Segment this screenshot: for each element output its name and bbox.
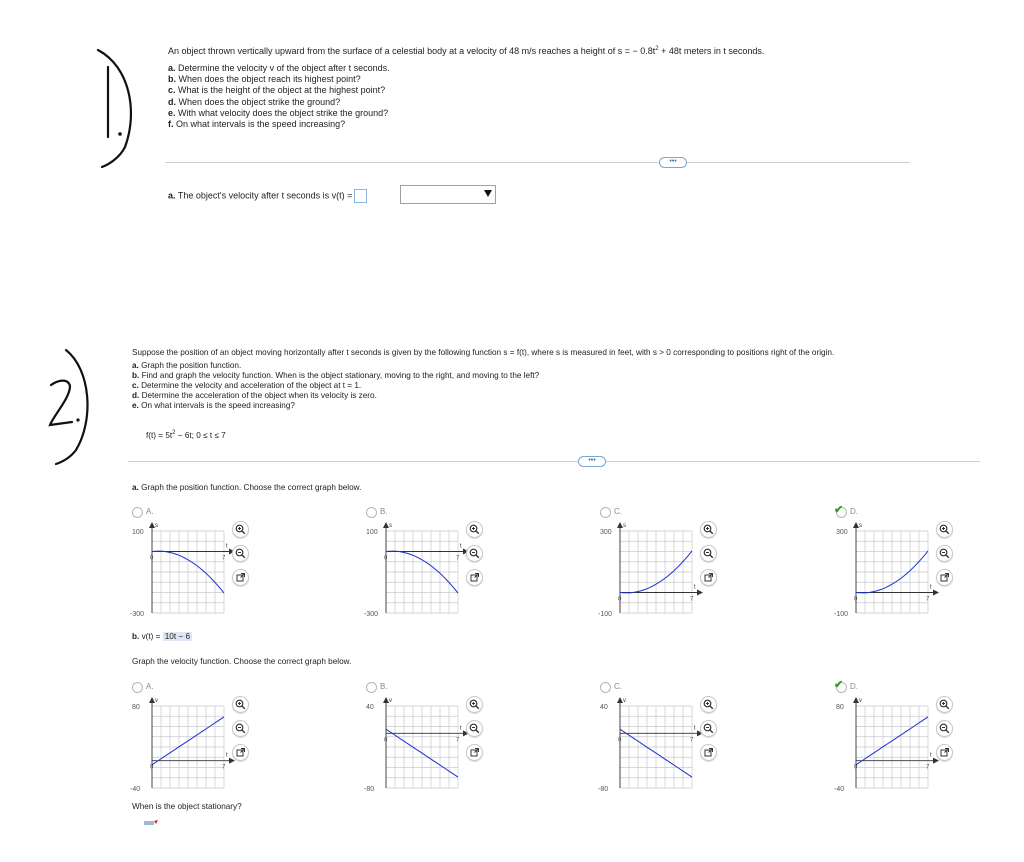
zoom-in-icon[interactable] (936, 521, 953, 538)
x-tick-label: 7 (222, 764, 226, 771)
q1-intro-text-a: An object thrown vertically upward from the surface of a celestial body at a velocity of 48 m/s reaches a height of s = − 0.8t (168, 46, 656, 56)
zoom-out-icon[interactable] (936, 545, 953, 562)
answer-pencil-icon[interactable] (143, 819, 159, 827)
zoom-out-icon[interactable] (466, 545, 483, 562)
q2-part-b: b. Find and graph the velocity function. When is the object stationary, moving to the right, and moving to the left? (132, 371, 540, 380)
y-min-label: -300 (130, 611, 145, 618)
x-axis-label: t (460, 725, 462, 732)
q1-answer-text: The object's velocity after t seconds is v(t) = (177, 190, 353, 201)
popout-icon[interactable] (700, 569, 717, 586)
q1-part-e: e. With what velocity does the object strike the ground? (168, 107, 389, 118)
y-axis-label: v (389, 698, 392, 704)
option-letter: B. (380, 682, 388, 691)
q2-stationary-prompt: When is the object stationary? (132, 802, 242, 811)
zoom-out-icon[interactable] (700, 545, 717, 562)
y-max-label: 100 (132, 529, 144, 536)
zoom-in-icon[interactable] (232, 521, 249, 538)
origin-label: 0 (384, 555, 388, 562)
x-tick-label: 7 (690, 737, 694, 744)
option-a-d[interactable] (834, 504, 1016, 637)
q1-answer-label: a. (168, 190, 176, 201)
y-max-label: 40 (600, 704, 608, 711)
x-axis-label: t (930, 584, 932, 591)
q1-part-b: b. When does the object reach its highest point? (168, 74, 361, 85)
handwritten-number-2 (36, 340, 96, 470)
origin-label: 0 (618, 596, 622, 603)
q2-part-b-prompt: Graph the velocity function. Choose the correct graph below. (132, 657, 352, 666)
option-b-d[interactable] (834, 679, 1016, 812)
q2-expand-button[interactable]: ••• (578, 456, 606, 467)
y-min-label: -40 (834, 786, 845, 793)
y-max-label: 100 (366, 529, 378, 536)
q1-part-a: a. Determine the velocity v of the object after t seconds. (168, 63, 390, 73)
x-tick-label: 7 (456, 555, 460, 562)
y-axis-label: v (623, 698, 626, 704)
q1-answer-row (168, 189, 367, 203)
q1-part-c: c. What is the height of the object at the highest point? (168, 85, 386, 96)
x-tick-label: 7 (926, 764, 930, 771)
y-max-label: 40 (366, 704, 374, 711)
q1-part-d: d. When does the object strike the ground? (168, 96, 341, 107)
q2-part-c: c. Determine the velocity and acceleration of the object at t = 1. (132, 381, 362, 390)
zoom-in-icon[interactable] (466, 696, 483, 713)
option-letter: B. (380, 507, 388, 516)
checkmark-icon: ✔ (834, 504, 844, 516)
zoom-out-icon[interactable] (936, 720, 953, 737)
popout-icon[interactable] (936, 569, 953, 586)
x-axis-label: t (460, 543, 462, 550)
velocity-answer: 10t − 6 (164, 632, 191, 641)
y-min-label: -40 (130, 786, 141, 793)
q2-part-a-prompt: a. Graph the position function. Choose the correct graph below. (132, 483, 362, 492)
option-letter: D. (850, 682, 858, 691)
q2-part-a: a. Graph the position function. (132, 361, 242, 370)
x-axis-label: t (226, 543, 228, 550)
zoom-out-icon[interactable] (232, 720, 249, 737)
option-a-a[interactable] (132, 507, 312, 637)
option-letter: C. (614, 682, 622, 691)
zoom-in-icon[interactable] (936, 696, 953, 713)
q2-divider (128, 461, 980, 462)
x-tick-label: 7 (222, 555, 226, 562)
zoom-in-icon[interactable] (232, 696, 249, 713)
y-min-label: -80 (364, 786, 375, 793)
q2-intro: Suppose the position of an object moving horizontally after t seconds is given by the following function s = f(t), where s is measured in feet, with s > 0 corresponding to positions right of the origin. (132, 348, 835, 357)
y-axis-label: v (155, 698, 158, 704)
q1-velocity-unit-select[interactable] (400, 185, 496, 204)
origin-label: 0 (384, 737, 388, 744)
popout-icon[interactable] (232, 569, 249, 586)
popout-icon[interactable] (936, 744, 953, 761)
option-letter: C. (614, 507, 622, 516)
y-axis-label: s (859, 523, 862, 529)
option-letter: A. (146, 507, 154, 516)
q1-divider (165, 162, 910, 163)
y-axis-label: s (155, 523, 158, 529)
option-b-b[interactable] (366, 682, 546, 812)
q1-intro (168, 44, 764, 57)
origin-label: 0 (150, 764, 154, 771)
y-min-label: -80 (598, 786, 609, 793)
y-axis-label: s (389, 523, 392, 529)
x-axis-label: t (930, 752, 932, 759)
origin-label: 0 (618, 737, 622, 744)
y-max-label: 80 (132, 704, 140, 711)
x-tick-label: 7 (690, 596, 694, 603)
y-axis-label: s (623, 523, 626, 529)
y-max-label: 300 (600, 529, 612, 536)
x-tick-label: 7 (456, 737, 460, 744)
y-axis-label: v (859, 698, 862, 704)
q2-part-b-answer: b. v(t) = 10t − 6 (132, 632, 191, 641)
y-max-label: 80 (836, 704, 844, 711)
handwritten-number-1 (90, 42, 140, 172)
q2-part-e: e. On what intervals is the speed increasing? (132, 401, 295, 410)
origin-label: 0 (854, 764, 858, 771)
popout-icon[interactable] (700, 744, 717, 761)
popout-icon[interactable] (466, 744, 483, 761)
origin-label: 0 (854, 596, 858, 603)
option-b-a[interactable] (132, 682, 312, 812)
popout-icon[interactable] (232, 744, 249, 761)
q2-function: $f(t) = 5t^2 - 6t$; 0 ≤ t ≤ 7 (146, 430, 226, 440)
x-axis-arrow (697, 590, 703, 596)
zoom-in-icon[interactable] (700, 696, 717, 713)
q1-velocity-input[interactable] (354, 189, 367, 203)
q1-part-f: f. On what intervals is the speed increasing? (168, 119, 346, 130)
option-letter: A. (146, 682, 154, 691)
zoom-out-icon[interactable] (232, 545, 249, 562)
option-a-b[interactable] (366, 507, 546, 637)
x-axis-label: t (226, 752, 228, 759)
option-b-c[interactable] (600, 682, 780, 812)
zoom-out-icon[interactable] (466, 720, 483, 737)
x-axis-label: t (694, 725, 696, 732)
option-letter: D. (850, 507, 858, 516)
y-min-label: -300 (364, 611, 379, 618)
origin-label: 0 (150, 555, 154, 562)
y-min-label: -100 (598, 611, 613, 618)
zoom-in-icon[interactable] (466, 521, 483, 538)
option-a-c[interactable] (600, 507, 780, 637)
chevron-down-icon (484, 190, 492, 197)
popout-icon[interactable] (466, 569, 483, 586)
zoom-out-icon[interactable] (700, 720, 717, 737)
x-axis-label: t (694, 584, 696, 591)
q2-part-d: d. Determine the acceleration of the object when its velocity is zero. (132, 391, 377, 400)
x-axis-arrow (933, 590, 939, 596)
checkmark-icon: ✔ (834, 679, 844, 691)
q1-intro-text-b: + 48t meters in t seconds. (658, 46, 765, 56)
zoom-in-icon[interactable] (700, 521, 717, 538)
q2-parts-list (132, 361, 539, 411)
q1-intro-sup: 2 (655, 46, 659, 52)
x-tick-label: 7 (926, 596, 930, 603)
y-min-label: -100 (834, 611, 849, 618)
q1-parts-list (168, 63, 390, 130)
y-max-label: 300 (836, 529, 848, 536)
q1-expand-button[interactable]: ••• (659, 157, 687, 168)
